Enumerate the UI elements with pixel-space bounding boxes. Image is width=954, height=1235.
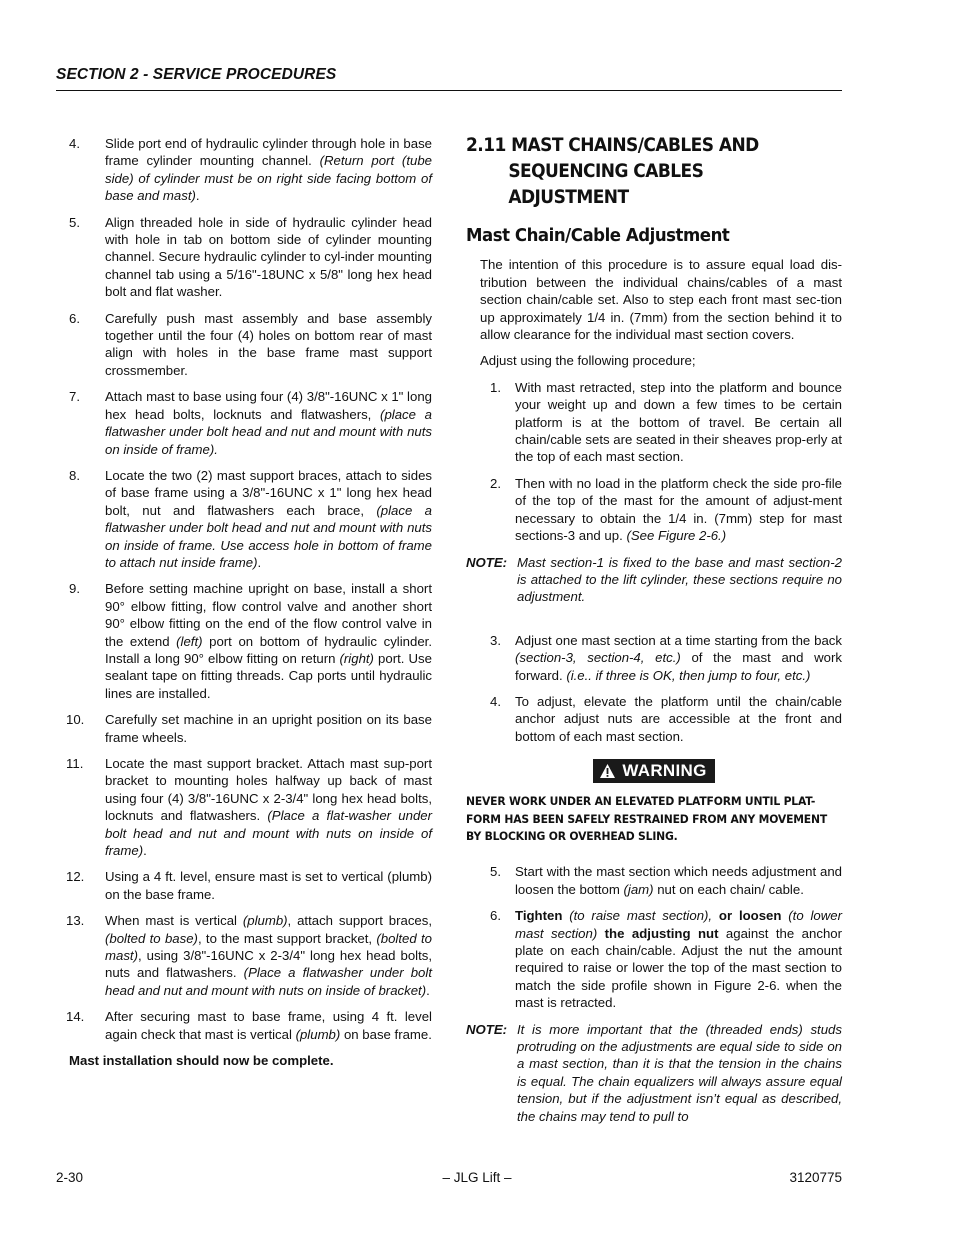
- step-text-run: of the mast and work forward.: [515, 650, 842, 683]
- step-number: 14.: [66, 1009, 85, 1025]
- page-header: [56, 66, 842, 84]
- step-item: [66, 868, 432, 903]
- step-item: [66, 388, 432, 458]
- step-text: [105, 580, 432, 702]
- step-text: [105, 310, 432, 380]
- warning-label-box: [593, 759, 714, 783]
- step-text-run: port. Use sealant tape on fitting threads. Cap ports until hydraulic lines are installed.: [105, 650, 432, 701]
- footer-doc-number: 3120775: [789, 1170, 842, 1185]
- step-number: 9.: [69, 581, 80, 597]
- step-item: [66, 580, 432, 702]
- step-text-run: .: [257, 554, 262, 570]
- step-text-run: (plumb): [242, 913, 288, 929]
- step-text: [105, 135, 432, 205]
- subsection-title: Mast Chain/Cable Adjustment: [466, 225, 730, 246]
- adjustment-steps-list-a: [466, 379, 842, 545]
- step-text-run: Locate the mast support bracket. Attach mast sup-port bracket to mounting holes halfway up back of mast using four (4) 3/8"-16UNC x 2-3/4" long hex head bolts, locknuts and flatwashers.: [105, 756, 432, 824]
- step-number: 7.: [69, 389, 80, 405]
- step-text-run: (bolted to base): [105, 930, 198, 946]
- installation-complete-text: Mast installation should now be complete.: [69, 1053, 334, 1069]
- step-text-run: , to the mast support bracket,: [197, 930, 377, 946]
- step-text-run: (bolted to mast): [105, 930, 432, 964]
- step-item: [66, 135, 432, 205]
- note-1-label: NOTE:: [466, 554, 508, 570]
- step-text-run: , attach support braces,: [287, 913, 433, 929]
- step-number: 12.: [66, 869, 85, 885]
- note-2: [466, 1021, 842, 1125]
- warning-label: WARNING: [622, 761, 707, 781]
- step-number: 6.: [69, 310, 80, 326]
- step-number: 8.: [69, 467, 80, 483]
- step-number: 13.: [66, 913, 85, 929]
- step-item: [66, 1008, 432, 1043]
- step-text-run: Tighten: [515, 908, 563, 924]
- warning-triangle-icon: [599, 763, 616, 779]
- step-text-run: Then with no load in the platform check the side pro-file of the top of the mast for the amount of adjust-ment necessary to obtain the 1/4 in. (7mm) step for mast sections-3 and up.: [515, 475, 842, 544]
- step-text: [515, 907, 842, 1011]
- step-text: [105, 755, 432, 859]
- step-number: 4.: [490, 693, 501, 709]
- step-text-run: (section-3, section-4, etc.): [515, 650, 681, 666]
- step-item: [66, 711, 432, 746]
- step-text-run: Carefully set machine in an upright position on its base frame wheels.: [105, 712, 432, 745]
- step-text-run: (plumb): [295, 1026, 341, 1042]
- step-text-run: or loosen: [712, 908, 782, 924]
- step-text-run: (place a flatwasher under bolt head and nut and mount with nuts on inside of frame).: [105, 406, 432, 457]
- step-text-run: (place a flatwasher under bolt head and nut and mount with nuts on inside of frame. Use access hole in bottom of frame to attach nut inside frame): [105, 502, 432, 570]
- step-text: [105, 912, 432, 999]
- step-text-run: (left): [176, 633, 203, 649]
- step-item: [480, 693, 842, 745]
- step-text-run: Start with the mast section which needs adjustment and loosen the bottom: [515, 864, 842, 897]
- step-text-run: Before setting machine upright on base, install a short 90° elbow fitting, flow control valve and another short 90° elbow fitting on the end of the flow control valve in the extend: [105, 581, 432, 649]
- section-title-line1: 2.11 MAST CHAINS/CABLES AND: [466, 135, 759, 156]
- step-item: [66, 310, 432, 380]
- step-text-run: the adjusting nut: [597, 925, 719, 941]
- step-text: [515, 475, 842, 545]
- step-number: 10.: [66, 712, 85, 728]
- step-text-run: .: [195, 188, 200, 204]
- note-1-text: Mast section-1 is fixed to the base and mast section-2 is attached to the lift cylinder, these sections require no adjustment.: [517, 554, 842, 605]
- step-text: [105, 1008, 432, 1043]
- step-text: [515, 379, 842, 466]
- step-text-run: Align threaded hole in side of hydraulic cylinder head with hole in tab on bottom side of cylinder mounting channel. Secure hydraulic cylinder to cyl-inder mounting channel tab using a 5/16"-18UNC x 5/8" long hex head bolt and flat washer.: [105, 214, 432, 300]
- step-text-run: .: [143, 843, 147, 859]
- step-item: [66, 214, 432, 301]
- section-title-line2: SEQUENCING CABLES ADJUSTMENT: [508, 161, 704, 208]
- step-number: 3.: [490, 632, 501, 648]
- adjustment-steps-list-c: [466, 863, 842, 1011]
- step-text-run: .: [426, 982, 430, 998]
- step-text: [515, 863, 842, 898]
- footer-page-number: 2-30: [56, 1170, 84, 1185]
- step-text-run: Attach mast to base using four (4) 3/8"-16UNC x 1" long hex head bolts, locknuts and flatwashers,: [105, 389, 432, 422]
- step-text-run: (Place a flatwasher under bolt head and nut and mount with nuts on inside of bracket): [105, 965, 432, 998]
- step-text-run: Carefully push mast assembly and base assembly together until the four (4) holes on bottom rear of mast align with holes in the base frame mast support crossmember.: [105, 310, 432, 378]
- section-header-title: SECTION 2 - SERVICE PROCEDURES: [56, 66, 337, 83]
- step-text: [515, 632, 842, 684]
- step-number: 5.: [490, 864, 501, 880]
- step-text-run: (Return port (tube side) of cylinder must be on right side facing bottom of base and mast): [105, 153, 432, 204]
- step-text: [105, 214, 432, 301]
- step-item: [480, 379, 842, 466]
- step-item: [480, 632, 842, 684]
- step-text-run: (i.e.. if three is OK, then jump to four, etc.): [566, 667, 811, 683]
- step-number: 4.: [69, 136, 80, 151]
- step-text-run: (Place a flat-washer under bolt head and nut and mount with nuts on inside of frame): [105, 808, 432, 859]
- step-number: 1.: [490, 379, 501, 395]
- step-text-run: (See Figure 2-6.): [626, 528, 727, 544]
- warning-text: NEVER WORK UNDER AN ELEVATED PLATFORM UNTIL PLAT-FORM HAS BEEN SAFELY RESTRAINED FROM ANY MOVEMENT BY BLOCKING OR OVERHEAD SLING.: [466, 794, 827, 843]
- step-text-run: Slide port end of hydraulic cylinder through hole in base frame cylinder mounting channel.: [105, 136, 432, 169]
- step-text-run: on base frame.: [340, 1026, 432, 1042]
- step-text: [105, 467, 432, 571]
- left-column: [66, 135, 432, 1070]
- step-number: 6.: [490, 908, 501, 924]
- intro-paragraph: The intention of this procedure is to assure equal load dis-tribution between the individual chains/cables of a mast section chain/cable set. Also to step each front mast sec-tion up approximately 1/4 in. (7mm) from the section behind it to allow clearance for the individual mast section covers.: [480, 257, 842, 343]
- step-number: 11.: [66, 756, 84, 771]
- step-text-run: Adjust one mast section at a time starting from the back: [515, 632, 842, 648]
- step-number: 2.: [490, 475, 501, 491]
- step-text-run: nut on each chain/ cable.: [653, 881, 804, 897]
- step-text: [105, 388, 432, 458]
- adjust-paragraph: Adjust using the following procedure;: [480, 353, 696, 369]
- step-item: [66, 755, 432, 859]
- step-text-run: Using a 4 ft. level, ensure mast is set to vertical (plumb) on the base frame.: [105, 869, 432, 902]
- step-item: [66, 467, 432, 571]
- step-item: [480, 863, 842, 898]
- warning-banner: [466, 759, 842, 783]
- note-1: [466, 554, 842, 606]
- step-text-run: port on bottom of hydraulic cylinder. Install a long 90° elbow fitting on return: [105, 633, 432, 666]
- note-2-label: NOTE:: [466, 1021, 508, 1037]
- step-text-run: With mast retracted, step into the platform and bounce your weight up and down a few times to be certain platform is at the bottom of travel. Be certain all chain/cable sets are seated in their sheaves prop-erly at the top of each mast section.: [515, 379, 842, 465]
- step-text: [105, 868, 432, 903]
- right-column: [466, 135, 842, 1134]
- footer-center-text: – JLG Lift –: [442, 1170, 512, 1185]
- step-text: [105, 711, 432, 746]
- step-text: [515, 693, 842, 745]
- step-text-run: (jam): [623, 881, 654, 897]
- step-text-run: When mast is vertical: [105, 913, 243, 929]
- step-text-run: (right): [339, 650, 374, 666]
- installation-steps-list: [66, 135, 432, 1043]
- note-2-text: It is more important that the (threaded ends) studs protruding on the adjustments are equal side to side on a mast section, than it is that the tension in the chains is equal. The chain equalizers will always assure equal tension, but if the adjustment isn’t equal as described, the chains may tend to pull to: [517, 1021, 842, 1124]
- step-text-run: (to raise mast section),: [562, 908, 713, 924]
- adjustment-steps-list-b: [466, 632, 842, 745]
- step-item: [480, 907, 842, 1011]
- step-text-run: (to lower mast section): [515, 908, 843, 941]
- section-title: [466, 133, 812, 211]
- step-item: [66, 912, 432, 999]
- header-rule: [56, 90, 842, 91]
- step-item: [480, 475, 842, 545]
- step-text-run: against the anchor plate on each chain/cable. Adjust the nut the amount required to raise or lower the top of the mast section to match the side profile shown in Figure 2-6. when the mast is retracted.: [515, 925, 843, 1011]
- step-text-run: , using 3/8"-16UNC x 2-3/4" long hex head bolts, nuts and flatwashers.: [105, 948, 432, 981]
- step-number: 5.: [69, 214, 80, 230]
- step-text-run: Locate the two (2) mast support braces, attach to sides of base frame using a 3/8"-16UNC x 1" long hex head bolt, nut and flatwashers each brace,: [105, 467, 432, 518]
- step-text-run: To adjust, elevate the platform until the chain/cable anchor adjust nuts are accessible at the front and bottom of each mast section.: [515, 693, 842, 744]
- step-text-run: After securing mast to base frame, using 4 ft. level again check that mast is vertical: [105, 1009, 432, 1042]
